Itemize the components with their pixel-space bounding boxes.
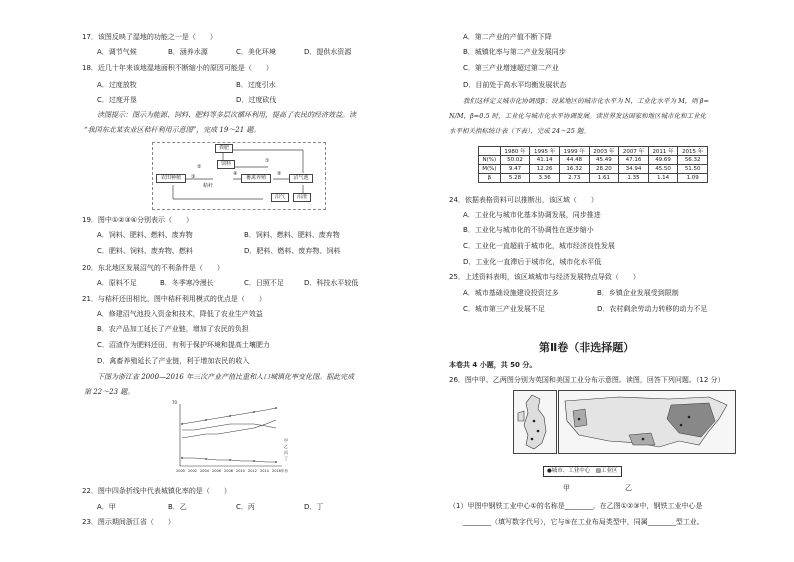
xlabel-1: 2002 [188,469,197,473]
node-straw: 秸秆 [203,183,214,189]
table-cell: 16.32 [559,165,589,174]
table-header-cell: 2011 年 [648,147,678,156]
mark-5: ⑤ [277,171,282,177]
table-cell: N(%) [479,156,501,165]
intro19-line2: “我国东北某农业区秸秆利用示意图”，完成 19～21 题。 [84,126,261,134]
table-header-cell: 2007 年 [619,147,649,156]
table-row [479,156,708,165]
us-map-shape [559,391,735,453]
q25-opt-b: B．乡镇企业发展受到限制 [597,289,679,297]
table-cell: 28.20 [589,165,619,174]
node-biogas-pit: 沼气池 [289,174,313,183]
table-row [479,165,708,174]
table-cell: 2.73 [559,174,589,183]
q25-opt-d: D．农村剩余劳动力转移的动力不足 [597,305,708,313]
q25-opt-c: C．城市第三产业发展不足 [463,305,545,313]
table-cell: M(%) [479,165,501,174]
table-header-cell [479,147,501,156]
q18-opt-c: C．过度开垦 [97,96,137,104]
table-cell: 51.50 [678,165,708,174]
q19-opt-d: D．肥料、燃料、废弃物、饲料 [244,247,341,255]
legend-3: 丙 [284,450,288,455]
q20-stem: 20．东北地区发展沼气的不利条件是（ ） [82,264,224,272]
node-biogas: 沼气 [271,193,289,202]
q21-stem: 21．与秸秆还田相比，图中秸秆利用模式的优点是（ ） [82,295,266,303]
q18-opt-a: A．过度放牧 [97,81,137,89]
q19-stem: 19．图中①②③④分别表示（ ） [82,216,194,224]
intro24-line3: 水平相关指标统计表（下表），完成 24～25 题。 [449,127,590,135]
q22-opt-d: D．丁 [304,503,324,511]
table-cell: 9.47 [500,165,530,174]
mark-3: ③ [191,174,196,180]
map-label-b: 乙 [625,484,632,492]
q17-opt-b: B．涵养水源 [168,48,208,56]
q26-sub1-line2: ________（填写数字代号），它与⑤在工业布局类型中，同属________型工业。 [463,518,704,526]
xlabel-7: 2014 [260,469,269,473]
part2-heading: 第Ⅱ卷（非选择题） [539,341,635,354]
table-cell: 56.32 [678,156,708,165]
q20-opt-b: B．冬季寒冷漫长 [160,279,214,287]
table-cell: 41.14 [530,156,560,165]
table-cell: 1.61 [589,174,619,183]
stats-table [478,146,708,183]
q20-opt-a: A．原料不足 [97,279,137,287]
legend-2: 乙 [284,444,288,449]
xlabel-6: 2012 [248,469,257,473]
q23-opt-b: B．城镇化率与第二产业发展同步 [463,48,566,56]
q24-opt-b: B．工业化与城市化的不协调性在逐步缩小 [463,226,594,234]
table-header-cell: 1999 年 [559,147,589,156]
node-manure: 粪肥 [215,144,233,153]
table-cell: 5.28 [500,174,530,183]
q24-opt-c: C．工业化一直超前于城市化，城市经济良性发展 [463,242,615,250]
industry-chart [172,400,308,476]
xlabel-0: 2000 [176,469,185,473]
intro19-line1: 读图提示：图示为能源、饲料、肥料等多层次循环利用，提高了农民的经济效益。读 [97,111,356,119]
intro24-line2: N/M，β=0.5 时，工业化与城市化水平协调发展。读世界发达国家和地区城市化和工业化 [449,112,707,120]
xlabel-4: 2008 [224,469,233,473]
q22-opt-b: B．乙 [168,503,187,511]
table-header-cell: 1980 年 [500,147,530,156]
q18-opt-b: B．过度引水 [236,81,276,89]
us-map [558,390,736,454]
q24-stem: 24．依据表格资料可以推断出，该区域（ ） [449,196,598,204]
q17-opt-d: D．提供水资源 [304,48,352,56]
xlabel-2: 2004 [200,469,209,473]
table-cell: 34.94 [619,165,649,174]
q22-opt-a: A．甲 [97,503,116,511]
q19-opt-b: B．饲料、燃料、肥料、废弃物 [244,231,340,239]
legend-1: 甲 [284,438,288,443]
node-farming: 农田种植 [156,174,186,183]
q22-opt-c: C．丙 [236,503,255,511]
chart-ytop: 70 [172,400,178,405]
map-legend: ●城市、工业中心 ▨工业区 [543,466,622,477]
table-cell: 45.49 [589,156,619,165]
q25-opt-a: A．城市基础设施建设投资过多 [463,289,559,297]
table-cell: 12.26 [530,165,560,174]
legend-4: 丁 [284,456,288,461]
q21-opt-b: B．农产品加工延长了产业链，增加了农民的负担 [97,325,249,333]
mark-1: ① [265,158,270,164]
table-cell: 1.35 [619,174,649,183]
q19-opt-c: C．肥料、饲料、废弃物、燃料 [97,247,193,255]
q21-opt-a: A．修建沼气池投入资金和技术，降低了农业生产效益 [97,310,263,318]
node-livestock: 畜禽养殖 [241,174,271,183]
uk-map [513,390,557,454]
q18-stem: 18．近几十年来该地湿地面积不断缩小的原因可能是（ ） [82,64,273,72]
uk-map-shape [514,391,556,453]
q20-opt-d: D．科技水平较低 [304,279,359,287]
q26-sub1-line1: （1）甲图中钢铁工业中心①的名称是________，在乙图①②③中，钢铁工业中心是 [449,502,703,510]
xlabel-3: 2006 [212,469,221,473]
q22-stem: 22．图中四条折线中代表城镇化率的是（ ） [82,487,231,495]
table-cell: 1.09 [678,174,708,183]
q26-stem: 26．图中甲、乙两图分别为英国和美国工业分布示意图。读图，回答下列问题。（12 分） [449,376,725,384]
table-cell: 50.02 [500,156,530,165]
q24-opt-d: D．工业化一直滞后于城市化，城市化水平低 [463,258,602,266]
mark-2: ② [197,164,202,170]
table-header-row [479,147,708,156]
table-header-cell: 2015 年 [678,147,708,156]
q21-opt-d: D．禽畜养殖延长了产业链，利于增加农民的收入 [97,357,250,365]
intro22-line1: 下图为浙江省 2000—2016 年三次产业产值比重和人口城镇化率变化图。据此完成 [97,373,355,381]
q17-opt-c: C．美化环境 [236,48,276,56]
intro24-line1: 我们这样定义城市化协调度β：设某地区的城市化水平为 N，工业化水平为 M，则 β= [463,97,710,105]
q18-opt-d: D．过度砍伐 [236,96,277,104]
table-cell: 45.50 [648,165,678,174]
node-feed: 饲料 [217,160,235,169]
table-cell: 49.69 [648,156,678,165]
straw-diagram [152,142,326,210]
table-cell: 44.48 [559,156,589,165]
q20-opt-c: C．日照不足 [244,279,284,287]
part2-sub: 本卷共 4 小题，共 50 分。 [449,361,537,369]
q21-opt-c: C．沼渣作为肥料还田，有利于保护环境和提高土壤肥力 [97,341,270,349]
q23-opt-d: D．目前处于高水平均衡发展状态 [463,81,567,89]
table-cell: 47.16 [619,156,649,165]
table-cell: β [479,174,501,183]
table-row [479,174,708,183]
q23-opt-c: C．第三产业增速超过第二产业 [463,64,559,72]
q23-stem: 23．图示期间浙江省（ ） [82,518,175,526]
q24-opt-a: A．工业化与城市化基本协调发展，同步推进 [463,211,601,219]
map-label-a: 甲 [563,484,570,492]
table-cell: 1.14 [648,174,678,183]
q19-opt-a: A．饲料、肥料、燃料、废弃物 [97,231,193,239]
mark-4: ④ [233,171,238,177]
table-header-cell: 1995 年 [530,147,560,156]
q23-opt-a: A．第二产业的产值不断下降 [463,33,552,41]
xlabel-8: 2016年份 [272,469,288,473]
q17-opt-a: A．调节气候 [97,48,137,56]
table-header-cell: 2003 年 [589,147,619,156]
node-residue: 沼渣 [293,193,311,202]
intro22-line2: 第 22～23 题。 [84,388,135,396]
q17-stem: 17．该图反映了湿地的功能之一是（ ） [82,33,217,41]
table-cell: 3.36 [530,174,560,183]
xlabel-5: 2010 [236,469,245,473]
q25-stem: 25．上述资料表明，该区域城市与经济发展特点导致（ ） [449,273,640,281]
